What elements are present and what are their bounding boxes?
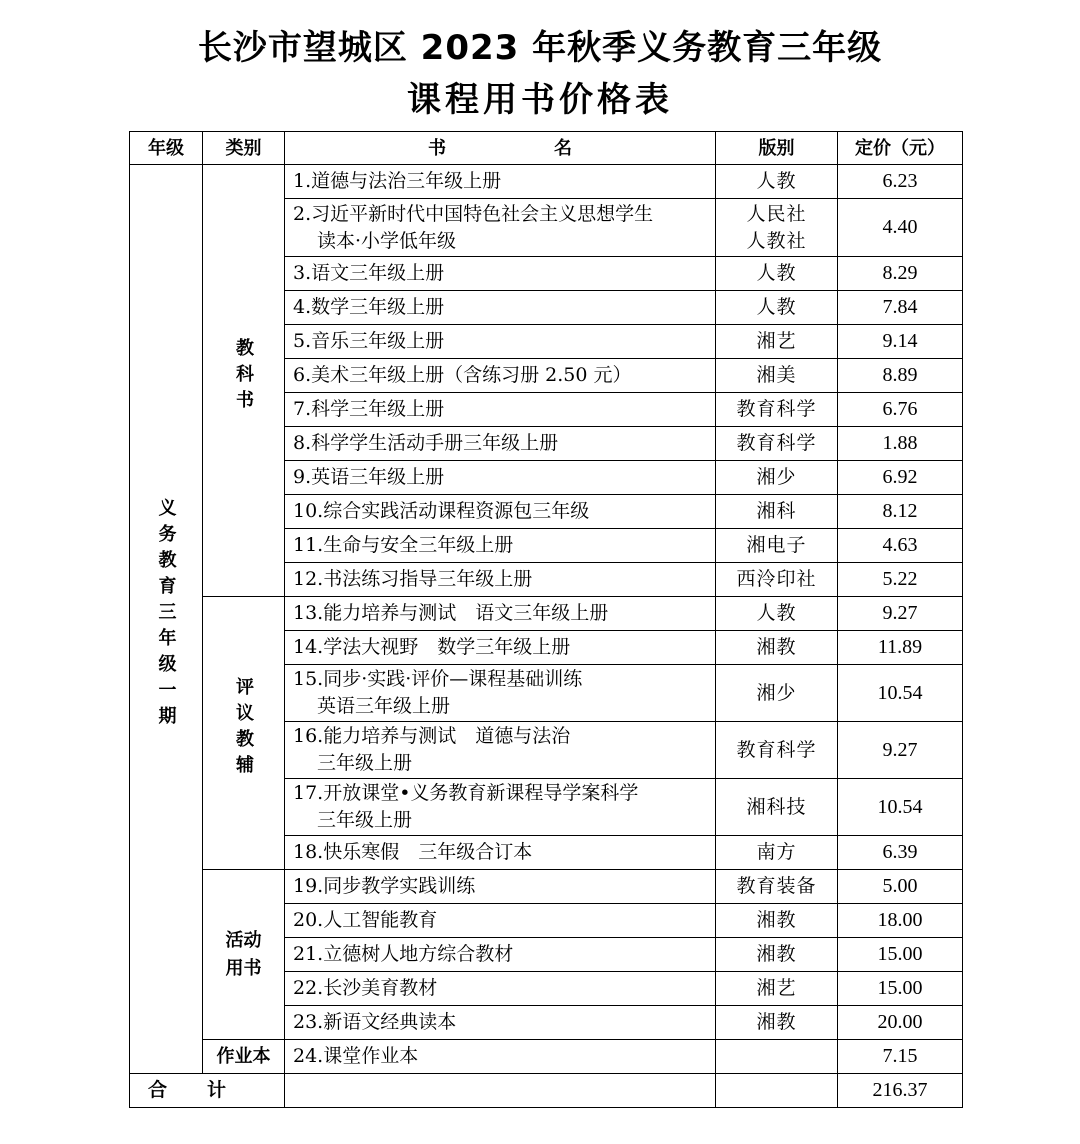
table-header-row — [130, 132, 963, 165]
publisher: 湘少 — [716, 665, 838, 722]
col-header-book-name: 书 名 — [285, 132, 716, 165]
publisher: 教育科学 — [716, 393, 838, 427]
price: 4.40 — [838, 199, 963, 257]
price: 5.22 — [838, 563, 963, 597]
total-label: 合计 — [130, 1074, 285, 1108]
col-header-category: 类别 — [203, 132, 285, 165]
book-name-line-2: 三年级上册 — [317, 809, 413, 831]
price: 6.23 — [838, 165, 963, 199]
publisher: 湘少 — [716, 461, 838, 495]
price: 10.54 — [838, 665, 963, 722]
price: 6.76 — [838, 393, 963, 427]
price: 9.14 — [838, 325, 963, 359]
page-title-line-1: 长沙市望城区 2023 年秋季义务教育三年级 — [197, 28, 883, 68]
price: 11.89 — [838, 631, 963, 665]
publisher: 湘美 — [716, 359, 838, 393]
price: 5.00 — [838, 870, 963, 904]
publisher: 湘教 — [716, 904, 838, 938]
price: 7.84 — [838, 291, 963, 325]
book-name: 7.科学三年级上册 — [285, 393, 716, 427]
book-name-line-1: 16.能力培养与测试 道德与法治 — [293, 725, 571, 747]
book-name: 8.科学学生活动手册三年级上册 — [285, 427, 716, 461]
book-name-line-1: 17.开放课堂•义务教育新课程导学案科学 — [293, 782, 639, 804]
price: 15.00 — [838, 972, 963, 1006]
book-name-line-1: 2.习近平新时代中国特色社会主义思想学生 — [293, 202, 654, 225]
book-name: 12.书法练习指导三年级上册 — [285, 563, 716, 597]
book-name: 21.立德树人地方综合教材 — [285, 938, 716, 972]
price: 20.00 — [838, 1006, 963, 1040]
category-label: 评议教辅 — [233, 677, 254, 781]
publisher: 教育装备 — [716, 870, 838, 904]
book-name: 5.音乐三年级上册 — [285, 325, 716, 359]
col-header-grade: 年级 — [130, 132, 203, 165]
price: 4.63 — [838, 529, 963, 563]
book-name-line-1: 15.同步·实践·评价—课程基础训练 — [293, 668, 583, 690]
table-row — [130, 870, 963, 904]
publisher: 湘艺 — [716, 325, 838, 359]
price: 9.27 — [838, 597, 963, 631]
book-name — [285, 665, 716, 722]
publisher — [716, 1040, 838, 1074]
category-review — [203, 597, 285, 870]
price: 6.92 — [838, 461, 963, 495]
price-table — [129, 131, 963, 1108]
publisher: 人教 — [716, 597, 838, 631]
category-label: 教科书 — [233, 337, 254, 416]
table-row — [130, 597, 963, 631]
table-row — [130, 165, 963, 199]
book-name — [285, 779, 716, 836]
book-name: 18.快乐寒假 三年级合订本 — [285, 836, 716, 870]
publisher: 湘科技 — [716, 779, 838, 836]
publisher: 湘教 — [716, 938, 838, 972]
book-name — [285, 199, 716, 257]
publisher: 南方 — [716, 836, 838, 870]
publisher: 教育科学 — [716, 427, 838, 461]
grade-cell — [130, 165, 203, 1074]
price: 6.39 — [838, 836, 963, 870]
book-name: 24.课堂作业本 — [285, 1040, 716, 1074]
publisher-line-2: 人教社 — [746, 229, 807, 252]
category-activity — [203, 870, 285, 1040]
category-workbook: 作业本 — [203, 1040, 285, 1074]
category-textbook — [203, 165, 285, 597]
book-name: 22.长沙美育教材 — [285, 972, 716, 1006]
price: 18.00 — [838, 904, 963, 938]
col-header-publisher: 版别 — [716, 132, 838, 165]
publisher: 湘教 — [716, 631, 838, 665]
page-title-line-2: 课程用书价格表 — [407, 80, 673, 120]
table-row — [130, 1040, 963, 1074]
book-name-line-2: 英语三年级上册 — [317, 695, 451, 717]
book-name: 19.同步教学实践训练 — [285, 870, 716, 904]
publisher: 人教 — [716, 257, 838, 291]
publisher — [716, 199, 838, 257]
total-price: 216.37 — [838, 1074, 963, 1108]
col-header-price: 定价（元） — [838, 132, 963, 165]
book-name: 11.生命与安全三年级上册 — [285, 529, 716, 563]
book-name: 13.能力培养与测试 语文三年级上册 — [285, 597, 716, 631]
total-empty-publisher — [716, 1074, 838, 1108]
book-name-line-2: 读本·小学低年级 — [317, 229, 457, 252]
book-name — [285, 722, 716, 779]
book-name: 4.数学三年级上册 — [285, 291, 716, 325]
grade-label: 义务教育三年级一期 — [155, 498, 177, 732]
publisher: 湘艺 — [716, 972, 838, 1006]
publisher: 西泠印社 — [716, 563, 838, 597]
price: 8.29 — [838, 257, 963, 291]
price: 9.27 — [838, 722, 963, 779]
total-row — [130, 1074, 963, 1108]
total-empty-name — [285, 1074, 716, 1108]
price: 7.15 — [838, 1040, 963, 1074]
publisher: 人教 — [716, 165, 838, 199]
publisher: 湘教 — [716, 1006, 838, 1040]
book-name: 10.综合实践活动课程资源包三年级 — [285, 495, 716, 529]
category-label: 活动用书 — [225, 929, 262, 979]
publisher: 人教 — [716, 291, 838, 325]
publisher: 湘科 — [716, 495, 838, 529]
publisher-line-1: 人民社 — [746, 202, 807, 225]
book-name-line-2: 三年级上册 — [317, 752, 413, 774]
book-name: 20.人工智能教育 — [285, 904, 716, 938]
book-name: 14.学法大视野 数学三年级上册 — [285, 631, 716, 665]
book-name: 9.英语三年级上册 — [285, 461, 716, 495]
book-name: 6.美术三年级上册（含练习册 2.50 元） — [285, 359, 716, 393]
book-name: 1.道德与法治三年级上册 — [285, 165, 716, 199]
price: 10.54 — [838, 779, 963, 836]
price: 1.88 — [838, 427, 963, 461]
price: 8.12 — [838, 495, 963, 529]
publisher: 教育科学 — [716, 722, 838, 779]
price: 8.89 — [838, 359, 963, 393]
publisher: 湘电子 — [716, 529, 838, 563]
book-name: 23.新语文经典读本 — [285, 1006, 716, 1040]
book-name: 3.语文三年级上册 — [285, 257, 716, 291]
price: 15.00 — [838, 938, 963, 972]
